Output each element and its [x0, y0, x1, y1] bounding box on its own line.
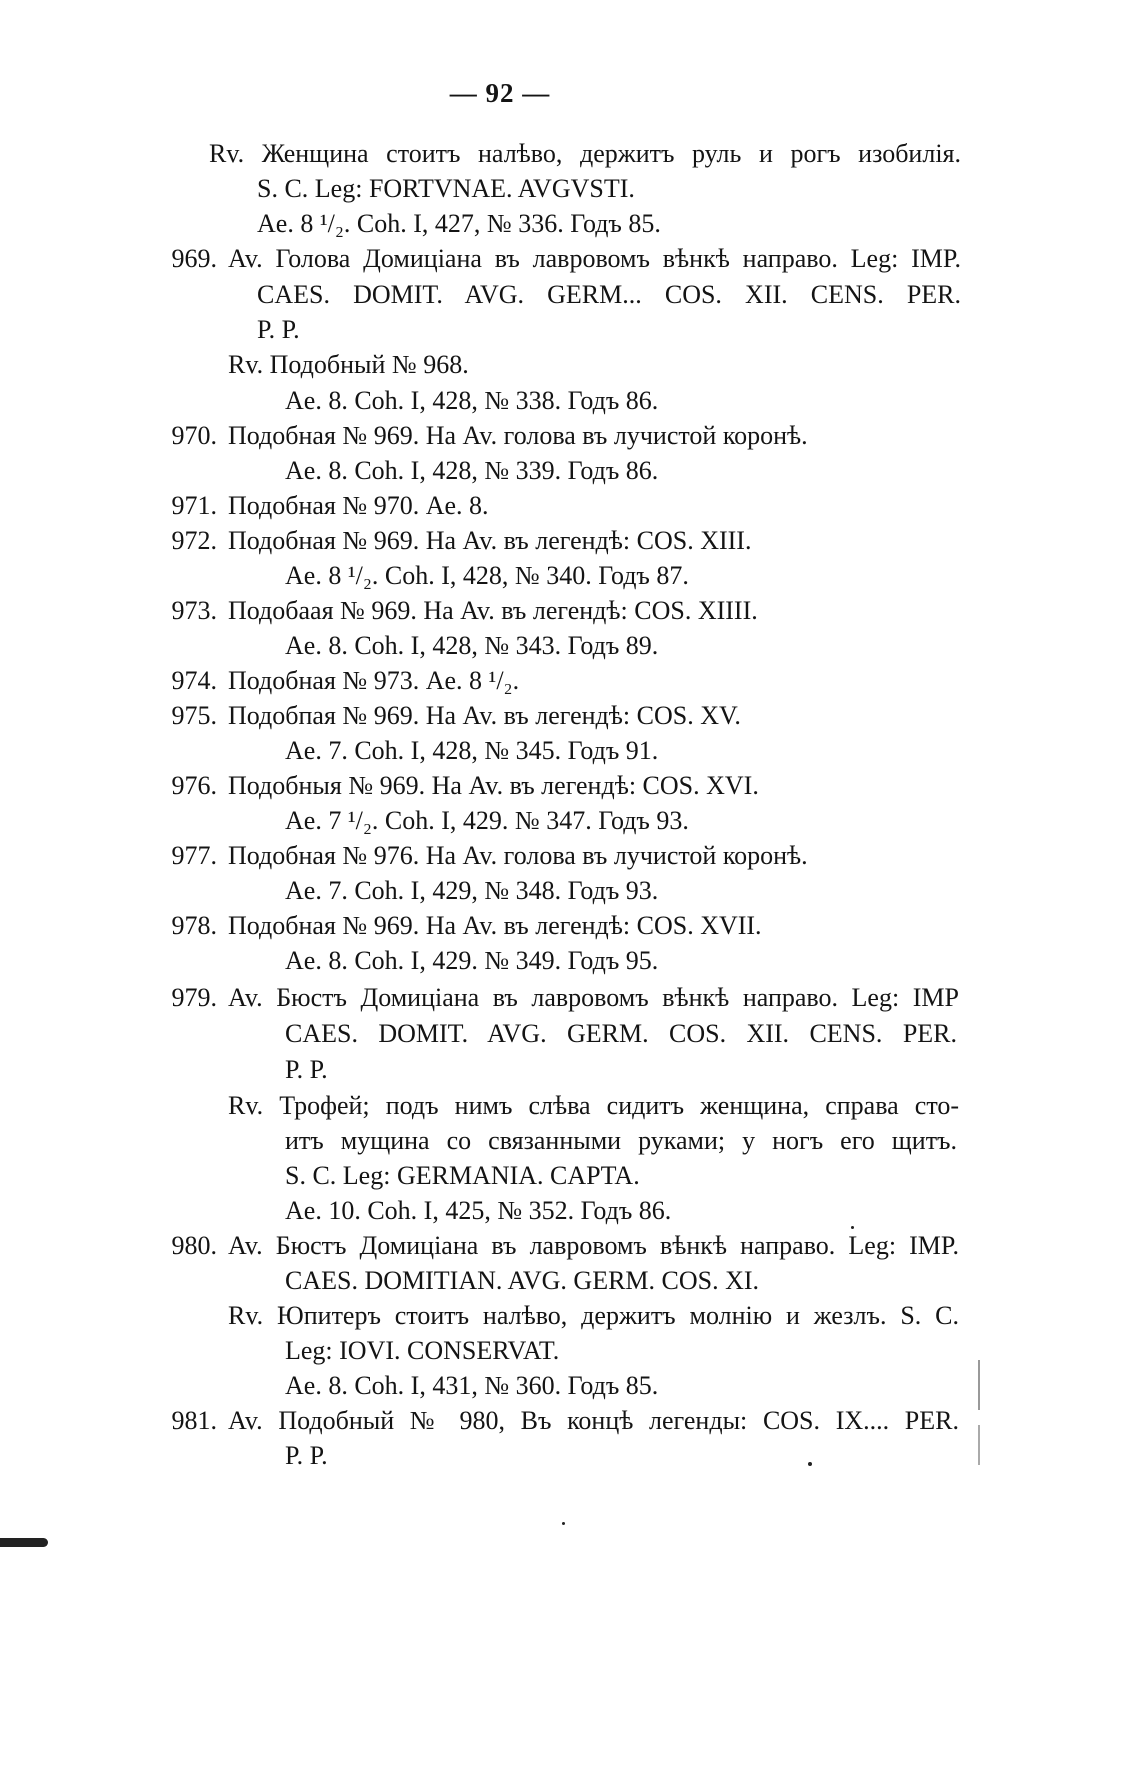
entry-number: 979. — [171, 983, 217, 1012]
entry-number: 970. — [171, 421, 217, 450]
text-line: Ae. 8 ¹/₂. Coh. I, 427, № 336. Годъ 85. — [257, 209, 661, 238]
entry-number: 976. — [171, 771, 217, 800]
scan-dot — [851, 1226, 854, 1229]
text-line: Подобная № 969. На Av. въ легендѣ: COS. XIII. — [228, 526, 752, 555]
text-line: Leg: IOVI. CONSERVAT. — [285, 1336, 560, 1365]
entry-number: 977. — [171, 841, 217, 870]
entry-number: 973. — [171, 596, 217, 625]
text-line: S. C. Leg: GERMANIA. CAPTA. — [285, 1161, 640, 1190]
text-line: Подобпая № 969. На Av. въ легендѣ: COS. XV. — [228, 701, 741, 730]
text-line: Ae. 7. Coh. I, 428, № 345. Годъ 91. — [285, 736, 659, 765]
text-line: Ae. 8 ¹/₂. Coh. I, 428, № 340. Годъ 87. — [285, 561, 689, 590]
text-line: Подобная № 970. Ae. 8. — [228, 491, 489, 520]
text-line: Подобная № 973. Ae. 8 ¹/₂. — [228, 666, 520, 695]
text-line: Ae. 8. Coh. I, 431, № 360. Годъ 85. — [285, 1371, 659, 1400]
entry-number: 975. — [171, 701, 217, 730]
scan-dot — [808, 1462, 812, 1466]
entry-number: 972. — [171, 526, 217, 555]
text-line: Av. Бюстъ Домиціана въ лавровомъ вѣнкѣ направо. Leg: IMP. — [228, 1231, 959, 1260]
text-line: Rv. Женщина стоитъ налѣво, держитъ руль и рогъ изобилія. — [209, 139, 961, 168]
text-line: Ae. 8. Coh. I, 428, № 343. Годъ 89. — [285, 631, 659, 660]
text-line: S. C. Leg: FORTVNAE. AVGVSTI. — [257, 174, 635, 203]
entry-number: 978. — [171, 911, 217, 940]
text-line: CAES. DOMIT. AVG. GERM... COS. XII. CENS. PER. — [257, 280, 961, 309]
scan-mark-right-edge — [978, 1360, 980, 1410]
text-line: Ae. 8. Coh. I, 428, № 339. Годъ 86. — [285, 456, 659, 485]
text-line: Ae. 8. Coh. I, 429. № 349. Годъ 95. — [285, 946, 659, 975]
text-line: Подобная № 969. На Av. въ легендѣ: COS. XVII. — [228, 911, 762, 940]
text-line: CAES. DOMIT. AVG. GERM. COS. XII. CENS. PER. — [285, 1019, 957, 1048]
entry-number: 974. — [171, 666, 217, 695]
text-line: Подобаая № 969. На Av. въ легендѣ: COS. XIIII. — [228, 596, 758, 625]
text-line: P. P. — [285, 1441, 328, 1470]
text-line: итъ мущина со связанными руками; у ногъ его щитъ. — [285, 1126, 957, 1155]
entry-number: 981. — [171, 1406, 217, 1435]
entry-number: 980. — [171, 1231, 217, 1260]
text-line: Rv. Подобный № 968. — [228, 350, 469, 379]
text-line: P. P. — [285, 1055, 328, 1084]
text-line: Подобная № 969. На Av. голова въ лучистой коронѣ. — [228, 421, 808, 450]
scan-dot — [562, 1522, 565, 1525]
text-line: Подобныя № 969. На Av. въ легендѣ: COS. XVI. — [228, 771, 759, 800]
entry-number: 969. — [171, 244, 217, 273]
scan-mark-right-edge — [978, 1425, 980, 1465]
text-line: Av. Подобный № 980, Въ концѣ легенды: COS. IX.... PER. — [228, 1406, 959, 1435]
text-line: Rv. Трофей; подъ нимъ слѣва сидитъ женщина, справа сто- — [228, 1091, 959, 1120]
text-line: CAES. DOMITIAN. AVG. GERM. COS. XI. — [285, 1266, 760, 1295]
text-line: Rv. Юпитеръ стоитъ налѣво, держитъ молнію и жезлъ. S. C. — [228, 1301, 959, 1330]
page-number: — 92 — — [449, 78, 551, 108]
text-line: Av. Голова Домиціана въ лавровомъ вѣнкѣ направо. Leg: IMP. — [228, 244, 961, 273]
text-line: Подобная № 976. На Av. голова въ лучистой коронѣ. — [228, 841, 808, 870]
text-line: Ae. 7. Coh. I, 429, № 348. Годъ 93. — [285, 876, 659, 905]
text-line: Ae. 8. Coh. I, 428, № 338. Годъ 86. — [285, 386, 659, 415]
scan-mark-left-edge — [0, 1538, 48, 1547]
text-line: P. P. — [257, 315, 300, 344]
text-line: Ae. 10. Coh. I, 425, № 352. Годъ 86. — [285, 1196, 672, 1225]
text-line: Ae. 7 ¹/₂. Coh. I, 429. № 347. Годъ 93. — [285, 806, 689, 835]
entry-number: 971. — [171, 491, 217, 520]
text-line: Av. Бюстъ Домиціана въ лавровомъ вѣнкѣ направо. Leg: IMP — [228, 983, 959, 1012]
